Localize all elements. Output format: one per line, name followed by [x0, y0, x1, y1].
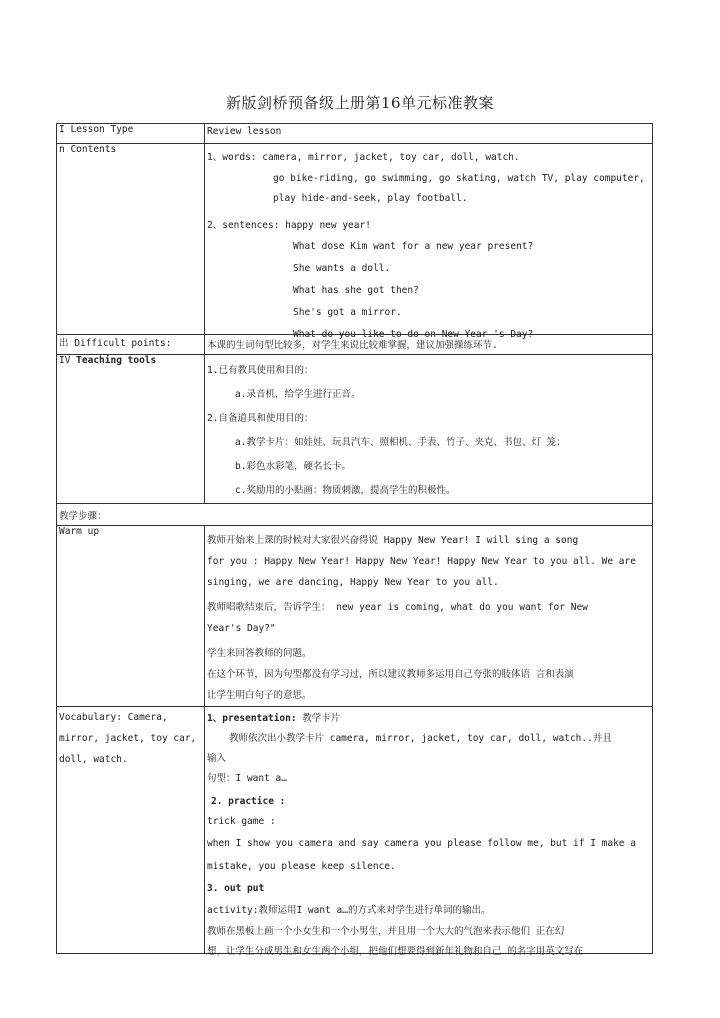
sentences-title: 2、sentences: happy new year! [207, 219, 371, 231]
lesson-type-value: Review lesson [205, 124, 653, 144]
tools-subitem: b.彩色水彩笔，硬名长卡。 [235, 461, 351, 472]
presentation-suffix: 教学卡片 [296, 713, 341, 724]
row-warmup [57, 526, 653, 707]
warmup-label: Warm up [57, 526, 205, 707]
warmup-cell [205, 526, 653, 707]
vocabulary-label [57, 707, 205, 954]
steps-label: 教学步骤： [57, 504, 653, 526]
warmup-line: for you : Happy New Year! Happy New Year! Happy New Year to you all. We are [207, 556, 636, 567]
words-line: go bike-riding, go swimming, go skating, watch TV, play computer, [273, 172, 645, 184]
warmup-line: singing, we are dancing, Happy New Year to you all. [207, 577, 499, 588]
warmup-line: 在这个环节，因为句型都没有学习过，所以建议教师多运用自己夸张的肢体语 言和表演 [207, 669, 574, 680]
sentence-line: She wants a doll. [293, 263, 391, 274]
warmup-line: 教师开始来上课的时候对大家很兴奋得说 Happy New Year! I will sing a song [207, 535, 579, 546]
warmup-line: 让学生明白句子的意思。 [207, 690, 312, 701]
lesson-plan-table [56, 123, 653, 957]
presentation-line: 输入 [207, 753, 227, 764]
presentation-line: 句型：I want a… [207, 773, 287, 784]
row-vocabulary [57, 707, 653, 954]
warmup-line: 学生来回答教师的问题。 [207, 648, 312, 659]
tools-item: 2.自备道具和使用目的： [207, 413, 314, 424]
output-line: activity:教师运用I want a…的方式来对学生进行单词的输出。 [207, 905, 491, 916]
difficult-value: 本课的生词句型比较多，对学生来说比较难掌握，建议加强操练环节. [205, 335, 653, 355]
row-difficult [57, 335, 653, 355]
output-title: 3. out put [207, 883, 265, 894]
contents-label: n Contents [57, 144, 205, 335]
sentence-line: What has she got then? [293, 285, 419, 296]
tools-subitem: a.教学卡片：如娃娃、玩具汽车、照相机、手表、竹子、夹克、书包、灯 笼； [235, 437, 566, 448]
vocabulary-label-line: Vocabulary: Camera, [59, 712, 168, 723]
sentence-line: She's got a mirror. [293, 307, 402, 318]
tools-item: 1.已有教具使用和目的： [207, 365, 314, 376]
tools-subitem: a.录音机，给学生进行正音。 [235, 389, 361, 400]
tools-subitem: c.奖励用的小贴画：物质刺激，提高学生的积极性。 [235, 485, 456, 496]
row-teaching-tools [57, 355, 653, 504]
output-line: 教师在黑板上画一个小女生和一个小男生，并且用一个大大的气泡来表示他们 正在幻 [207, 926, 565, 937]
tools-label-bold: Teaching tools [76, 355, 157, 366]
words-line: 1、words: camera, mirror, jacket, toy car, doll, watch. [207, 152, 520, 163]
practice-title: 2. practice : [211, 796, 286, 807]
tools-label-prefix: IV [59, 355, 77, 366]
sentence-line: What do you like to do on New Year 's Day? [293, 329, 534, 340]
presentation-line: 教师依次出小教学卡片 camera, mirror, jacket, toy car, doll, watch..并且 [229, 733, 612, 744]
contents-cell [205, 144, 653, 340]
vocabulary-cell [205, 707, 653, 957]
presentation-heading [207, 709, 650, 729]
row-contents [57, 144, 653, 335]
teaching-tools-cell [205, 355, 653, 504]
output-line: 想，让学生分成男生和女生两个小组，把他们想要得到新年礼物和自己 的名字用英文写在 [207, 946, 584, 957]
lesson-type-label: I Lesson Type [57, 124, 205, 144]
practice-line: when I show you camera and say camera you please follow me, but if I make a [207, 838, 636, 849]
practice-line: trick game : [207, 816, 276, 827]
sentence-line: What dose Kim want for a new year present? [293, 241, 534, 252]
difficult-label: 出 Difficult points: [57, 335, 205, 355]
warmup-line: Year's Day?" [207, 623, 276, 634]
document-title: 新版剑桥预备级上册第16单元标准教案 [225, 94, 495, 112]
presentation-title: 1、presentation: [207, 713, 297, 724]
row-lesson-type [57, 124, 653, 144]
vocabulary-label-line: mirror, jacket, toy car, [59, 733, 197, 744]
practice-line: mistake, you please keep silence. [207, 861, 396, 872]
row-steps [57, 504, 653, 526]
words-line: play hide-and-seek, play football. [273, 193, 468, 204]
vocabulary-label-line: doll, watch. [59, 754, 128, 765]
teaching-tools-label [57, 355, 205, 504]
warmup-line: 教师唱歌结束后，告诉学生： new year is coming, what do you want for New [207, 602, 588, 613]
